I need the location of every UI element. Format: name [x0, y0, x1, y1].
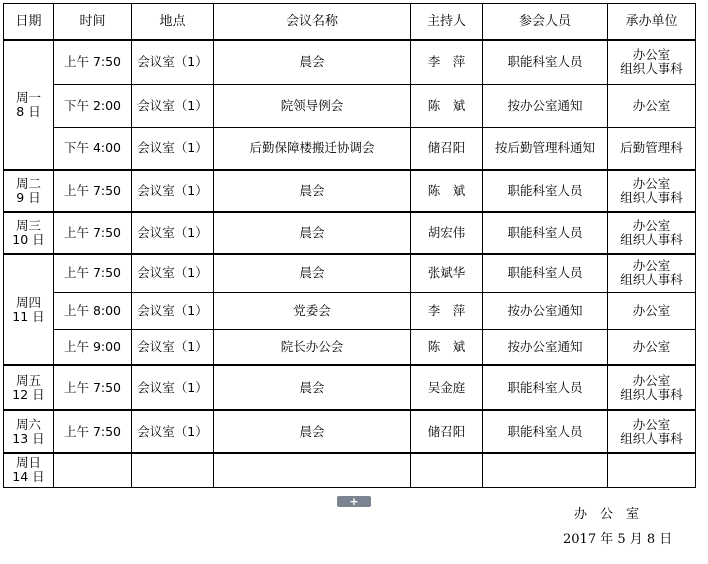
meeting-host: 张斌华 — [411, 254, 483, 292]
meeting-time: 上午 9:00 — [54, 329, 132, 365]
meeting-time: 上午 7:50 — [54, 40, 132, 84]
day-date: 12 日 — [12, 386, 45, 402]
meeting-place: 会议室（1） — [132, 170, 214, 212]
day-cell — [4, 365, 54, 410]
meeting-attendees: 按办公室通知 — [483, 329, 608, 365]
organizer-line: 办公室 — [632, 338, 671, 354]
day-cell — [4, 453, 54, 487]
meeting-place: 会议室（1） — [132, 127, 214, 170]
meeting-place: 会议室（1） — [132, 410, 214, 453]
organizer-line: 组织人事科 — [620, 190, 683, 205]
organizer-line: 办公室 — [632, 372, 671, 388]
day-weekday: 周一 — [15, 90, 41, 105]
meeting-attendees: 按办公室通知 — [483, 84, 608, 127]
header-organizer: 承办单位 — [608, 4, 696, 41]
footer-organization: 办 公 室 — [574, 507, 640, 522]
meeting-time: 上午 7:50 — [54, 170, 132, 212]
table-row — [4, 365, 696, 410]
day-date: 14 日 — [12, 469, 45, 485]
meeting-time: 上午 7:50 — [54, 212, 132, 254]
day-cell — [4, 40, 54, 170]
header-time: 时间 — [54, 4, 132, 41]
meeting-attendees: 按办公室通知 — [483, 292, 608, 329]
table-row — [4, 40, 696, 84]
meeting-time — [54, 453, 132, 487]
meeting-host — [411, 453, 483, 487]
table-row — [4, 212, 696, 254]
organizer-line: 后勤管理科 — [620, 140, 683, 156]
meeting-name: 晨会 — [214, 212, 411, 254]
table-row — [4, 453, 696, 487]
meeting-organizer — [608, 365, 696, 410]
table-row — [4, 84, 696, 127]
meeting-time: 下午 2:00 — [54, 84, 132, 127]
meeting-name: 晨会 — [214, 365, 411, 410]
footer-date: 2017 年 5 月 8 日 — [563, 532, 673, 547]
meeting-place: 会议室（1） — [132, 329, 214, 365]
meeting-time: 上午 7:50 — [54, 365, 132, 410]
day-date: 9 日 — [16, 190, 41, 205]
meeting-name: 晨会 — [214, 410, 411, 453]
meeting-organizer — [608, 170, 696, 212]
header-day: 日期 — [4, 4, 54, 41]
organizer-line: 组织人事科 — [620, 232, 683, 247]
meeting-name: 晨会 — [214, 254, 411, 292]
header-row — [4, 4, 696, 41]
meeting-name: 院长办公会 — [214, 329, 411, 365]
meeting-place: 会议室（1） — [132, 40, 214, 84]
meeting-host: 胡宏伟 — [411, 212, 483, 254]
meeting-name: 晨会 — [214, 40, 411, 84]
meeting-name: 后勤保障楼搬迁协调会 — [214, 127, 411, 170]
meeting-organizer — [608, 84, 696, 127]
header-place: 地点 — [132, 4, 214, 41]
meeting-host: 李 萍 — [411, 40, 483, 84]
meeting-host: 储召阳 — [411, 410, 483, 453]
meeting-place — [132, 453, 214, 487]
meeting-place: 会议室（1） — [132, 365, 214, 410]
day-date: 8 日 — [16, 104, 41, 119]
day-date: 11 日 — [12, 308, 45, 324]
meeting-place: 会议室（1） — [132, 292, 214, 329]
meeting-host: 陈 斌 — [411, 329, 483, 365]
meeting-host: 储召阳 — [411, 127, 483, 170]
day-cell — [4, 410, 54, 453]
meeting-organizer — [608, 453, 696, 487]
add-row-button[interactable]: + — [337, 496, 371, 507]
table-row — [4, 292, 696, 329]
day-cell — [4, 254, 54, 365]
organizer-line: 办公室 — [632, 218, 671, 233]
day-date: 10 日 — [12, 232, 45, 247]
meeting-attendees — [483, 453, 608, 487]
meeting-time: 下午 4:00 — [54, 127, 132, 170]
meeting-host: 李 萍 — [411, 292, 483, 329]
day-cell — [4, 212, 54, 254]
meeting-organizer — [608, 254, 696, 292]
meeting-name: 院领导例会 — [214, 84, 411, 127]
organizer-line: 办公室 — [632, 258, 671, 274]
organizer-line: 办公室 — [632, 416, 671, 432]
meeting-organizer — [608, 410, 696, 453]
organizer-line: 办公室 — [632, 176, 671, 191]
day-weekday: 周五 — [15, 372, 41, 388]
day-weekday: 周二 — [15, 176, 41, 191]
organizer-line: 组织人事科 — [620, 430, 683, 446]
organizer-line: 办公室 — [632, 47, 671, 63]
meeting-host: 陈 斌 — [411, 170, 483, 212]
meeting-place: 会议室（1） — [132, 84, 214, 127]
meeting-attendees: 职能科室人员 — [483, 365, 608, 410]
meeting-schedule-table — [3, 3, 696, 488]
meeting-attendees: 职能科室人员 — [483, 170, 608, 212]
meeting-time: 上午 7:50 — [54, 254, 132, 292]
table-row — [4, 254, 696, 292]
organizer-line: 组织人事科 — [620, 272, 683, 288]
day-weekday: 周三 — [15, 218, 41, 233]
meeting-name: 晨会 — [214, 170, 411, 212]
day-cell — [4, 170, 54, 212]
meeting-attendees: 职能科室人员 — [483, 40, 608, 84]
organizer-line: 办公室 — [632, 97, 671, 113]
meeting-organizer — [608, 329, 696, 365]
meeting-attendees: 按后勤管理科通知 — [483, 127, 608, 170]
header-attendees: 参会人员 — [483, 4, 608, 41]
organizer-line: 办公室 — [632, 302, 671, 318]
meeting-place: 会议室（1） — [132, 254, 214, 292]
meeting-attendees: 职能科室人员 — [483, 410, 608, 453]
meeting-place: 会议室（1） — [132, 212, 214, 254]
table-row — [4, 410, 696, 453]
meeting-organizer — [608, 127, 696, 170]
table-row — [4, 127, 696, 170]
day-weekday: 周六 — [15, 416, 41, 432]
meeting-time: 上午 7:50 — [54, 410, 132, 453]
meeting-time: 上午 8:00 — [54, 292, 132, 329]
meeting-organizer — [608, 212, 696, 254]
meeting-attendees: 职能科室人员 — [483, 254, 608, 292]
meeting-organizer — [608, 292, 696, 329]
meeting-name — [214, 453, 411, 487]
table-row — [4, 329, 696, 365]
meeting-host: 吴金庭 — [411, 365, 483, 410]
organizer-line: 组织人事科 — [620, 386, 683, 402]
day-date: 13 日 — [12, 430, 45, 446]
header-host: 主持人 — [411, 4, 483, 41]
meeting-organizer — [608, 40, 696, 84]
organizer-line: 组织人事科 — [620, 61, 683, 77]
meeting-host: 陈 斌 — [411, 84, 483, 127]
meeting-attendees: 职能科室人员 — [483, 212, 608, 254]
meeting-name: 党委会 — [214, 292, 411, 329]
day-weekday: 周日 — [15, 455, 41, 471]
header-meeting-name: 会议名称 — [214, 4, 411, 41]
day-weekday: 周四 — [15, 294, 41, 310]
table-row — [4, 170, 696, 212]
